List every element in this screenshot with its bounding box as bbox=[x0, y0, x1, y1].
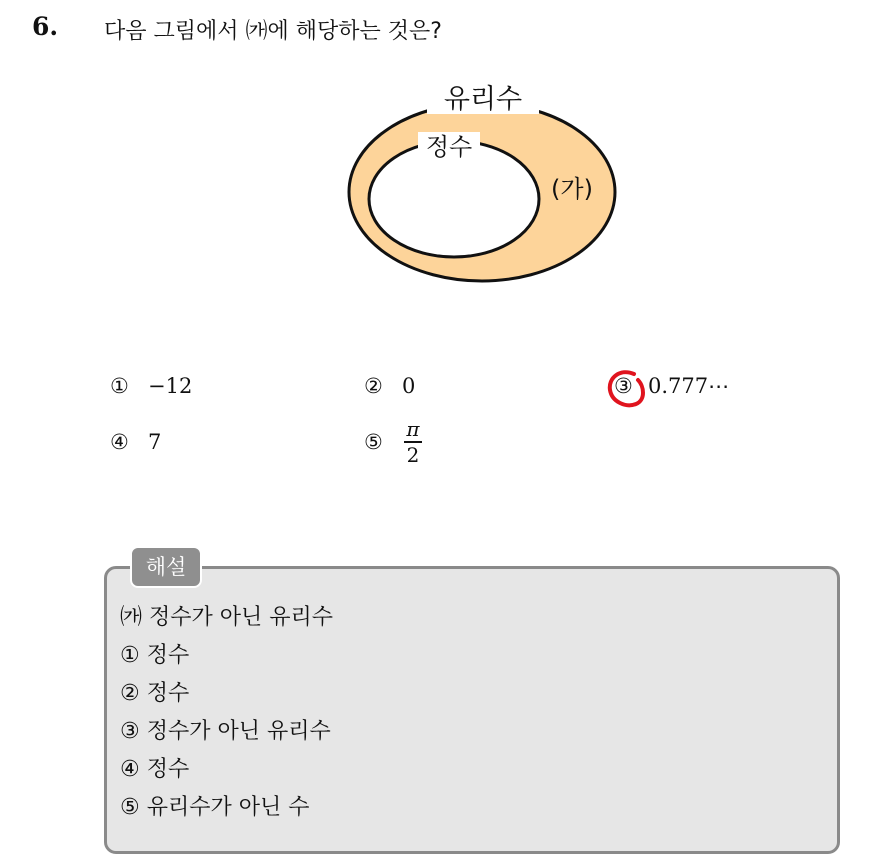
solution-line: ② 정수 bbox=[120, 681, 190, 706]
solution-line: ① 정수 bbox=[120, 643, 190, 668]
choice-value: 0 bbox=[402, 374, 416, 398]
solution-line: ④ 정수 bbox=[120, 757, 190, 782]
choice-value: 0.777⋯ bbox=[648, 374, 730, 398]
choice-value: 7 bbox=[148, 430, 162, 454]
solution-line: ⑤ 유리수가 아닌 수 bbox=[120, 795, 310, 820]
solution-tag: 해설 bbox=[130, 546, 202, 588]
question-number: 6. bbox=[32, 12, 59, 41]
choice-marker: ③ bbox=[614, 374, 633, 398]
pi-over-two-fraction bbox=[404, 418, 422, 466]
fraction-numerator: π bbox=[406, 417, 420, 441]
question-text: 다음 그림에서 ㈎에 해당하는 것은? bbox=[104, 19, 442, 44]
venn-diagram bbox=[340, 80, 630, 290]
choice-5[interactable] bbox=[364, 430, 394, 460]
solution-line: ③ 정수가 아닌 유리수 bbox=[120, 719, 331, 744]
region-label: (가) bbox=[551, 175, 593, 203]
choice-value: −12 bbox=[148, 374, 193, 398]
inner-label: 정수 bbox=[425, 133, 473, 161]
choice-marker: ⑤ bbox=[364, 430, 383, 454]
choice-1[interactable] bbox=[110, 374, 192, 404]
fraction-denominator: 2 bbox=[406, 442, 420, 467]
choice-marker: ① bbox=[110, 374, 129, 398]
solution-line: ㈎ 정수가 아닌 유리수 bbox=[120, 605, 333, 630]
choice-marker: ② bbox=[364, 374, 383, 398]
choice-2[interactable] bbox=[364, 374, 415, 404]
outer-label: 유리수 bbox=[443, 84, 523, 115]
answer-circle-mark bbox=[604, 366, 652, 410]
choice-marker: ④ bbox=[110, 430, 129, 454]
choice-4[interactable] bbox=[110, 430, 161, 460]
